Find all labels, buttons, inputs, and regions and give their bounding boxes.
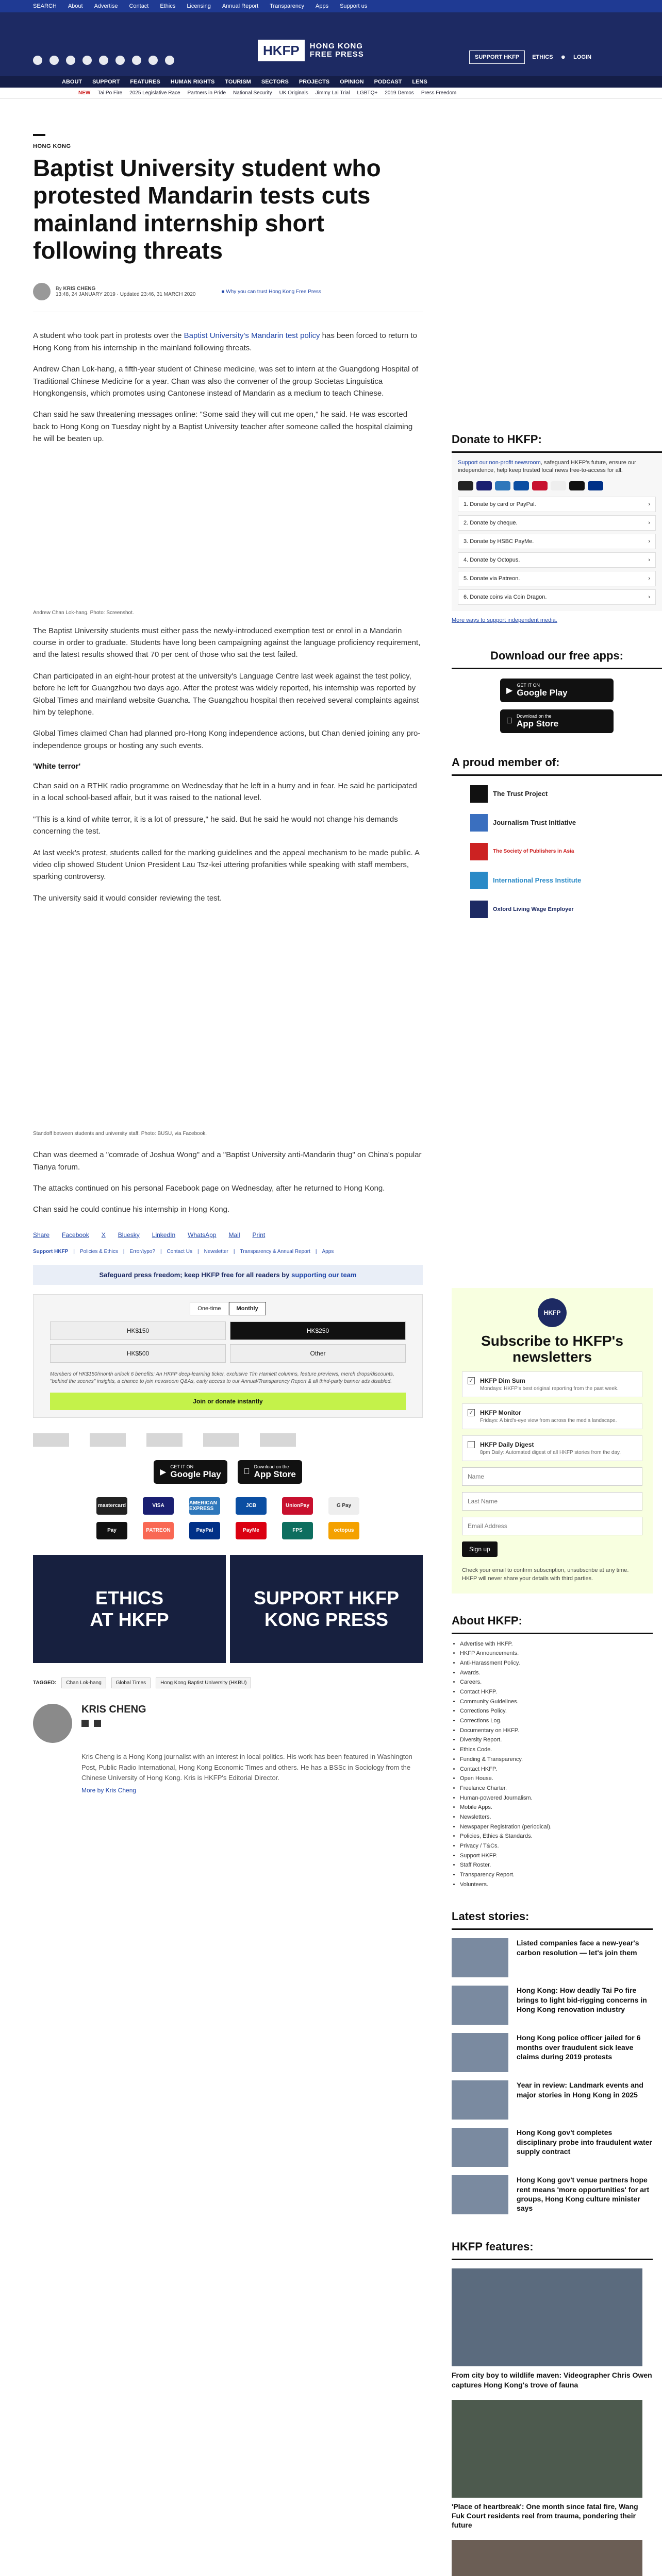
about-link[interactable]: • Documentary on HKFP. xyxy=(460,1726,644,1736)
contact-link[interactable]: Contact Us xyxy=(167,1248,193,1255)
nl-option-desc: Mondays: HKFP's best original reporting from the past week. xyxy=(480,1385,619,1392)
trending-item[interactable]: 2019 Demos xyxy=(385,90,414,96)
nav-item[interactable]: OPINION xyxy=(340,79,364,85)
latest-story[interactable] xyxy=(452,2033,653,2072)
nav-item[interactable]: SUPPORT xyxy=(92,79,120,85)
article-dates: 13:48, 24 JANUARY 2019 · Updated 23:46, 31 MARCH 2020 xyxy=(56,292,196,298)
about-link[interactable]: • Privacy / T&Cs. xyxy=(460,1841,644,1851)
tag-chip[interactable]: Chan Lok-hang xyxy=(61,1677,106,1688)
donate-option-label: 3. Donate by HSBC PayMe. xyxy=(464,538,534,545)
utility-link[interactable]: Support us xyxy=(340,3,368,9)
nav-item[interactable]: TOURISM xyxy=(225,79,251,85)
trending-item[interactable]: LGBTQ+ xyxy=(357,90,378,96)
promo-banners xyxy=(33,1555,423,1663)
latest-story[interactable] xyxy=(452,1986,653,2025)
about-link[interactable]: • Contact HKFP. xyxy=(460,1687,644,1697)
email-field[interactable]: Email Address xyxy=(462,1517,642,1535)
apple-icon xyxy=(506,717,512,726)
utility-link[interactable]: SEARCH xyxy=(33,3,57,9)
unionpay-icon: UnionPay xyxy=(282,1497,313,1515)
member-name: Oxford Living Wage Employer xyxy=(493,906,574,912)
nav-item[interactable]: ABOUT xyxy=(62,79,82,85)
nl-option-name: HKFP Dim Sum xyxy=(480,1377,525,1384)
utility-link[interactable]: Contact xyxy=(129,3,149,9)
feature-image xyxy=(452,2268,642,2366)
share-x-button[interactable]: X xyxy=(101,1231,106,1239)
newsletter-title: Subscribe to HKFP's newsletters xyxy=(481,1333,623,1365)
google-play-button[interactable] xyxy=(500,679,614,702)
tags-label: TAGGED: xyxy=(33,1680,57,1686)
story-thumbnail xyxy=(452,2080,508,2120)
donate-lead-text: , safeguard HKFP's future, ensure our independence, help keep trusted local news free-to-access for all. xyxy=(458,460,636,474)
monthly-tab[interactable]: Monthly xyxy=(229,1302,266,1315)
member-benefits-text: Members of HK$150/month unlock 6 benefits: An HKFP deep-learning ticker, exclusive Tim Hamlett columns, feature previews, merch drops/discounts, "behind the scenes" insights, a chance to join newsroom Q&As, early access to our Annual/Transparency Report & all third-party banner ads disabled. xyxy=(50,1371,394,1384)
subheading: 'White terror' xyxy=(33,762,81,771)
paragraph: "This is a kind of white terror, it is a lot of pressure," he said. But he said he would not change his demands concerning the test. xyxy=(33,815,398,836)
main-nav xyxy=(0,76,662,88)
newsletter-option[interactable] xyxy=(462,1371,642,1397)
features-title: HKFP features: xyxy=(452,2235,653,2260)
chevron-right-icon: › xyxy=(648,501,650,507)
chevron-right-icon: › xyxy=(648,538,650,545)
member-name: The Society of Publishers in Asia xyxy=(493,849,574,855)
apple-pay-icon: Pay xyxy=(96,1522,127,1539)
author-bio: Kris Cheng is a Hong Kong journalist with an interest in local politics. His work has been featured in Washington Post, Public Radio International, Hong Kong Economic Times and others. He has a BSSc in Sociology from the Chinese University of Hong Kong. Kris is HKFP's Editorial Director. xyxy=(81,1752,412,1782)
member-logo[interactable] xyxy=(470,843,643,860)
feature-story[interactable] xyxy=(452,2540,653,2576)
share-bar xyxy=(33,1231,423,1239)
google-pay-icon xyxy=(551,481,566,490)
nav-item[interactable]: HUMAN RIGHTS xyxy=(170,79,215,85)
apps-title: Download our free apps: xyxy=(452,644,662,669)
feature-title: From city boy to wildlife maven: Videographer Chris Owen captures Hong Kong's trove of fauna xyxy=(452,2371,652,2389)
jcb-icon xyxy=(514,481,529,490)
unionpay-icon xyxy=(532,481,548,490)
author-avatar xyxy=(33,283,51,300)
share-linkedin-button[interactable]: LinkedIn xyxy=(152,1231,176,1239)
author-link[interactable]: KRIS CHENG xyxy=(63,286,96,292)
about-link[interactable]: • Human-powered Journalism. xyxy=(460,1793,644,1803)
safeguard-text: Safeguard press freedom; keep HKFP free for all readers by xyxy=(99,1270,292,1279)
support-banner[interactable]: SUPPORT HKFP KONG PRESS xyxy=(230,1555,423,1663)
ethics-link[interactable]: ETHICS xyxy=(532,54,553,60)
google-small: GET IT ON xyxy=(170,1464,194,1469)
tags-row xyxy=(33,1677,423,1688)
utility-link[interactable]: Ethics xyxy=(160,3,176,9)
paypal-icon xyxy=(588,481,603,490)
apple-pay-icon xyxy=(569,481,585,490)
latest-story[interactable] xyxy=(452,2128,653,2167)
sopa-icon xyxy=(470,843,488,860)
member-name: The Trust Project xyxy=(493,790,548,798)
tag-chip[interactable]: Hong Kong Baptist University (HKBU) xyxy=(156,1677,251,1688)
about-link[interactable]: • Transparency Report. xyxy=(460,1870,644,1880)
site-logo[interactable] xyxy=(258,34,394,67)
checkbox[interactable] xyxy=(468,1441,475,1448)
donate-option-label: 1. Donate by card or PayPal. xyxy=(464,501,536,507)
member-logo[interactable] xyxy=(470,785,643,803)
story-title: Listed companies face a new-year's carbon resolution — let's join them xyxy=(517,1939,639,1957)
image-caption: Andrew Chan Lok-hang. Photo: Screenshot. xyxy=(33,609,134,616)
utility-link[interactable]: About xyxy=(68,3,83,9)
author-social xyxy=(81,1720,423,1727)
about-link[interactable]: • Support HKFP. xyxy=(460,1851,644,1861)
share-label: Share xyxy=(33,1231,50,1239)
chevron-right-icon: › xyxy=(648,594,650,600)
jcb-icon: JCB xyxy=(236,1497,267,1515)
story-thumbnail xyxy=(452,2128,508,2167)
article xyxy=(33,134,423,1795)
article-image-1 xyxy=(33,455,423,610)
author-name[interactable]: KRIS CHENG xyxy=(81,1703,146,1715)
living-wage-logo xyxy=(260,1433,296,1447)
about-link[interactable]: • Community Guidelines. xyxy=(460,1697,644,1707)
donate-option[interactable] xyxy=(458,589,656,605)
feature-image xyxy=(452,2540,642,2576)
donate-lead xyxy=(458,459,656,475)
google-small: GET IT ON xyxy=(517,682,540,688)
join-donate-button[interactable]: Join or donate instantly xyxy=(50,1393,406,1410)
paragraph: Global Times claimed Chan had planned pro-Hong Kong independence actions, but Chan denied joining any pro-independence groups or hosting any such events. xyxy=(33,729,421,750)
paragraph: Chan said he saw threatening messages online: "Some said they will cut me open," he said. He was escorted back to Hong Kong on Tuesday night by a Baptist University teacher after someone called the hospital claiming he will be beaten up. xyxy=(33,410,413,444)
video-embed[interactable] xyxy=(33,914,423,1131)
image-caption: Standoff between students and university staff. Photo: BUSU, via Facebook. xyxy=(33,1131,207,1137)
amount-option-selected[interactable]: HK$250 xyxy=(230,1321,406,1340)
utility-link[interactable]: Annual Report xyxy=(222,3,259,9)
print-button[interactable]: Print xyxy=(252,1231,266,1239)
about-link[interactable]: • Diversity Report. xyxy=(460,1735,644,1745)
newsletter-option[interactable] xyxy=(462,1435,642,1461)
newsletter-note: Check your email to confirm subscription, unsubscribe at any time. HKFP will never share your details with third parties. xyxy=(462,1567,629,1582)
sidebar-donate xyxy=(452,428,662,927)
donate-title: Donate to HKFP: xyxy=(452,428,662,453)
app-store-buttons xyxy=(33,1460,423,1484)
paragraph: Chan was deemed a "comrade of Joshua Wong" and a "Baptist University anti-Mandarin thug" on China's popular Tianya forum. xyxy=(33,1150,422,1172)
amount-grid xyxy=(34,1315,422,1369)
amex-icon xyxy=(495,481,510,490)
mastercard-icon: mastercard xyxy=(96,1497,127,1515)
app-store-button[interactable] xyxy=(238,1460,302,1484)
author-photo xyxy=(33,1704,72,1743)
paragraph: The university said it would consider reviewing the test. xyxy=(33,893,222,903)
paragraph: The attacks continued on his personal Facebook page on Wednesday, after he returned to Hong Kong. xyxy=(33,1183,385,1193)
about-link[interactable]: • Advertise with HKFP. xyxy=(460,1639,644,1649)
about-link[interactable]: • Policies, Ethics & Standards. xyxy=(460,1832,644,1841)
checkbox-checked[interactable]: ✓ xyxy=(468,1377,475,1384)
apple-small: Download on the xyxy=(251,1464,286,1469)
donate-pay-icons xyxy=(458,481,656,490)
article-kicker[interactable]: HONG KONG xyxy=(33,143,71,149)
nl-option-desc: 8pm Daily: Automated digest of all HKFP stories from the day. xyxy=(480,1449,621,1455)
chevron-right-icon: › xyxy=(648,556,650,563)
login-link[interactable]: LOGIN xyxy=(573,54,591,60)
member-title: A proud member of: xyxy=(452,751,662,776)
kicker-rule xyxy=(33,134,45,136)
nav-item[interactable]: SECTORS xyxy=(261,79,289,85)
facebook-icon[interactable] xyxy=(33,56,42,65)
member-logos xyxy=(452,776,662,927)
nl-option-name: HKFP Monitor xyxy=(480,1409,521,1416)
logo-line-1: HONG KONG xyxy=(309,41,363,50)
paragraph: Chan said on a RTHK radio programme on Wednesday that he left in a hurry and in fear. He said he participated in a local school-based affair, but it was raised to the national level. xyxy=(33,782,417,803)
hkfp-logo-icon: HKFP xyxy=(538,1298,567,1327)
about-title: About HKFP: xyxy=(452,1609,653,1634)
support-link[interactable]: Support HKFP xyxy=(33,1248,69,1255)
trust-link-label: Why you can trust Hong Kong Free Press xyxy=(226,289,321,295)
newsletter-box xyxy=(452,1288,653,1594)
about-list xyxy=(452,1634,653,1895)
about-link[interactable]: • Newsletters. xyxy=(460,1812,644,1822)
utility-link[interactable]: Transparency xyxy=(270,3,304,9)
donate-option[interactable] xyxy=(458,515,656,531)
paragraph: Chan said he could continue his internship in Hong Kong. xyxy=(33,1205,230,1214)
member-logo[interactable] xyxy=(470,901,643,918)
trending-item[interactable]: 2025 Legislative Race xyxy=(129,90,180,96)
ipi-icon xyxy=(470,872,488,889)
story-title: Year in review: Landmark events and major stories in Hong Kong in 2025 xyxy=(517,2081,643,2099)
chevron-right-icon: › xyxy=(648,519,650,526)
mastercard-icon xyxy=(458,481,473,490)
story-thumbnail xyxy=(452,1938,508,1977)
jti-icon xyxy=(470,814,488,832)
latest-story[interactable] xyxy=(452,1938,653,1977)
about-link[interactable]: • Corrections Log. xyxy=(460,1716,644,1726)
whatsapp-icon[interactable] xyxy=(165,56,174,65)
about-link[interactable]: • Corrections Policy. xyxy=(460,1706,644,1716)
google-play-icon: ▶ xyxy=(160,1467,167,1477)
living-wage-icon xyxy=(470,901,488,918)
trending-item[interactable]: Partners in Pride xyxy=(187,90,226,96)
story-thumbnail xyxy=(452,2175,508,2214)
trust-link[interactable]: ■ Why you can trust Hong Kong Free Press xyxy=(221,289,321,295)
trending-item[interactable]: Jimmy Lai Trial xyxy=(315,90,350,96)
p1-text: A student who took part in protests over the xyxy=(33,331,184,341)
visa-icon: VISA xyxy=(143,1497,174,1515)
footer-links: Support HKFP | Policies & Ethics | Error/typo? | Contact Us | Newsletter | Transparency & Annual Report | Apps xyxy=(33,1248,334,1255)
about-link[interactable]: • Ethics Code. xyxy=(460,1745,644,1755)
latest-title: Latest stories: xyxy=(452,1905,653,1930)
story-title: Hong Kong police officer jailed for 6 months over fraudulent sick leave claims during 2019 protests xyxy=(517,2033,641,2061)
supporting-team-link[interactable]: supporting our team xyxy=(291,1270,357,1279)
trending-item[interactable]: UK Originals xyxy=(279,90,308,96)
chevron-right-icon: › xyxy=(648,575,650,582)
paragraph: At last week's protest, students called for the marking guidelines and the appeal mechanism to be made public. A video clip showed Student Union President Lau Tsz-kei uttering profanities while speaking with staff members, sparking controversy. xyxy=(33,848,420,882)
transparency-link[interactable]: Transparency & Annual Report xyxy=(240,1248,310,1255)
member-name: Journalism Trust Initiative xyxy=(493,819,576,827)
about-link[interactable]: • Open House. xyxy=(460,1774,644,1784)
newsletter-option[interactable] xyxy=(462,1403,642,1429)
donate-option[interactable] xyxy=(458,497,656,512)
apple-icon xyxy=(244,1467,250,1477)
author-box xyxy=(33,1704,423,1795)
member-logo-strip xyxy=(33,1433,423,1447)
google-big: Google Play xyxy=(170,1469,221,1479)
user-icon[interactable]: ☻ xyxy=(560,54,567,60)
tag-chip[interactable]: Global Times xyxy=(111,1677,151,1688)
amount-option[interactable]: HK$150 xyxy=(50,1321,226,1340)
apps-link[interactable]: Apps xyxy=(322,1248,334,1255)
utility-bar xyxy=(0,0,662,12)
x-icon[interactable] xyxy=(81,1720,89,1727)
patreon-icon: PATREON xyxy=(143,1522,174,1539)
donate-card xyxy=(452,453,662,611)
x-icon[interactable] xyxy=(49,56,59,65)
about-link[interactable]: • Newspaper Registration (periodical). xyxy=(460,1822,644,1832)
donate-option-label: 2. Donate by cheque. xyxy=(464,519,518,526)
amex-icon: AMERICAN EXPRESS xyxy=(189,1497,220,1515)
sopa-logo xyxy=(146,1433,183,1447)
share-whatsapp-button[interactable]: WhatsApp xyxy=(188,1231,217,1239)
one-time-tab[interactable]: One-time xyxy=(190,1302,228,1315)
donate-option[interactable] xyxy=(458,534,656,549)
byline xyxy=(33,283,423,300)
payment-methods xyxy=(33,1497,423,1539)
apple-small: Download on the xyxy=(510,713,545,719)
paypal-icon: PayPal xyxy=(189,1522,220,1539)
nav-item[interactable]: PODCAST xyxy=(374,79,402,85)
utility-link[interactable]: Advertise xyxy=(94,3,118,9)
amount-option-other[interactable]: Other xyxy=(230,1344,406,1363)
byline-prefix: By xyxy=(56,286,62,292)
donate-widget xyxy=(33,1294,423,1418)
member-name: International Press Institute xyxy=(493,876,582,885)
google-big: Google Play xyxy=(517,687,568,698)
feature-image xyxy=(452,2400,642,2498)
paragraph: Chan participated in an eight-hour protest at the university's Language Centre last week against the test policy, before he left for Guangzhou two days ago. After the protest was widely reported, his internship was reported by Global Times and mainland website Guancha. The Guangzhou hospital then received several complaints against him by telephone. xyxy=(33,671,419,717)
instagram-icon[interactable] xyxy=(66,56,75,65)
nl-option-name: HKFP Daily Digest xyxy=(480,1440,534,1448)
story-title: Hong Kong gov't venue partners hope rent means 'more opportunities' for art groups, Hong Kong culture minister says xyxy=(517,2176,650,2213)
about-link[interactable]: • Awards. xyxy=(460,1668,644,1678)
about-link[interactable]: • HKFP Announcements. xyxy=(460,1649,644,1658)
about-link[interactable]: • Anti-Harassment Policy. xyxy=(460,1658,644,1668)
bluesky-icon[interactable] xyxy=(115,56,125,65)
utility-link[interactable]: Apps xyxy=(316,3,329,9)
about-link[interactable]: • Careers. xyxy=(460,1677,644,1687)
feature-story[interactable] xyxy=(452,2400,653,2530)
newsletter-link[interactable]: Newsletter xyxy=(204,1248,228,1255)
story-thumbnail xyxy=(452,1986,508,2025)
octopus-icon: octopus xyxy=(328,1522,359,1539)
nav-item[interactable]: FEATURES xyxy=(130,79,160,85)
nonprofit-link[interactable]: Support our non-profit newsroom xyxy=(458,460,541,466)
nav-item[interactable]: PROJECTS xyxy=(299,79,330,85)
paragraph: The Baptist University students must either pass the newly-introduced exemption test or enrol in a Mandarin course in order to graduate. Students have long been campaigning against the language proficiency requirement, and the latest results showed that 70 per cent of those who sat the test failed. xyxy=(33,626,421,659)
sidebar-newsletter xyxy=(452,1288,653,2576)
about-link[interactable]: • Funding & Transparency. xyxy=(460,1755,644,1765)
linkedin-icon[interactable] xyxy=(132,56,141,65)
more-by-author-link[interactable]: More by Kris Cheng xyxy=(81,1787,137,1794)
share-mail-button[interactable]: Mail xyxy=(228,1231,240,1239)
p1-text-end: has been forced to return to Hong Kong from his internship in the mainland following threats. xyxy=(33,331,417,352)
trending-nav xyxy=(0,88,662,99)
youtube-icon[interactable] xyxy=(82,56,92,65)
error-link[interactable]: Error/typo? xyxy=(129,1248,155,1255)
new-label: NEW xyxy=(78,90,91,96)
latest-story[interactable] xyxy=(452,2080,653,2120)
logo-mark: HKFP xyxy=(258,40,305,61)
amount-option[interactable]: HK$500 xyxy=(50,1344,226,1363)
trust-project-icon xyxy=(470,785,488,803)
ipi-logo xyxy=(203,1433,239,1447)
checkbox-checked[interactable]: ✓ xyxy=(468,1409,475,1416)
visa-icon xyxy=(476,481,492,490)
paragraph: Andrew Chan Lok-hang, a fifth-year student of Chinese medicine, was set to intern at the Guangdong Hospital of Traditional Chinese Medicine for a year. Chan was also the convener of the group Societas Linguistica Hongkongensis, which promotes using Cantonese instead of Mandarin as a medium to teach Chinese. xyxy=(33,365,419,398)
mandarin-policy-link[interactable]: Baptist University's Mandarin test policy xyxy=(184,331,320,341)
about-link[interactable]: • Staff Roster. xyxy=(460,1860,644,1870)
story-title: Hong Kong: How deadly Tai Po fire brings to light bid-rigging concerns in Hong Kong renovation industry xyxy=(517,1986,647,2013)
donate-option-label: 5. Donate via Patreon. xyxy=(464,575,520,582)
frequency-toggle xyxy=(34,1302,422,1315)
about-link[interactable]: • Contact HKFP. xyxy=(460,1765,644,1774)
social-icons xyxy=(33,56,174,65)
name-field[interactable]: Name xyxy=(462,1467,642,1486)
apple-big: App Store xyxy=(251,1469,293,1479)
support-hkfp-button[interactable]: SUPPORT HKFP xyxy=(469,50,525,64)
trust-project-logo xyxy=(33,1433,69,1447)
trending-item[interactable]: National Security xyxy=(233,90,272,96)
nav-item[interactable]: LENS xyxy=(412,79,427,85)
app-store-button[interactable] xyxy=(500,709,614,733)
donate-option-label: 4. Donate by Octopus. xyxy=(464,556,520,563)
site-header xyxy=(0,12,662,76)
member-logo[interactable] xyxy=(470,814,643,832)
telegram-icon[interactable] xyxy=(148,56,158,65)
jti-logo xyxy=(90,1433,126,1447)
paragraph xyxy=(33,330,423,354)
google-pay-icon: G Pay xyxy=(328,1497,359,1515)
latest-story[interactable] xyxy=(452,2175,653,2214)
share-facebook-button[interactable]: Facebook xyxy=(62,1231,89,1239)
apple-big: App Store xyxy=(510,718,553,728)
threads-icon[interactable] xyxy=(99,56,108,65)
donate-option-label: 6. Donate coins via Coin Dragon. xyxy=(464,594,547,600)
article-title: Baptist University student who protested Mandarin tests cuts mainland internship short following threats xyxy=(33,155,381,264)
trending-item[interactable]: Tai Po Fire xyxy=(97,90,123,96)
member-logo[interactable] xyxy=(470,872,643,889)
feature-title: 'Place of heartbreak': One month since fatal fire, Wang Fuk Court residents reel from trauma, pondering their future xyxy=(452,2502,638,2530)
ethics-banner[interactable]: ETHICS AT HKFP xyxy=(33,1555,226,1663)
feature-story[interactable] xyxy=(452,2268,653,2389)
sidebar-app-buttons xyxy=(452,679,662,733)
payme-icon: PayMe xyxy=(236,1522,267,1539)
more-ways-link[interactable]: More ways to support independent media. xyxy=(452,617,557,623)
safeguard-banner xyxy=(33,1265,423,1285)
email-icon[interactable] xyxy=(94,1720,101,1727)
nl-option-desc: Fridays: A bird's-eye view from across the media landscape. xyxy=(480,1417,617,1423)
donate-option[interactable] xyxy=(458,552,656,568)
utility-link[interactable]: Licensing xyxy=(187,3,211,9)
signup-button[interactable]: Sign up xyxy=(462,1541,498,1557)
share-bluesky-button[interactable]: Bluesky xyxy=(118,1231,140,1239)
logo-line-2: FREE PRESS xyxy=(309,50,364,59)
trending-item[interactable]: Press Freedom xyxy=(421,90,457,96)
fps-icon: FPS xyxy=(282,1522,313,1539)
last-name-field[interactable]: Last Name xyxy=(462,1492,642,1511)
story-thumbnail xyxy=(452,2033,508,2072)
story-title: Hong Kong gov't completes disciplinary probe into fraudulent water supply contract xyxy=(517,2128,652,2156)
about-link[interactable]: • Mobile Apps. xyxy=(460,1803,644,1812)
about-link[interactable]: • Freelance Charter. xyxy=(460,1784,644,1793)
google-play-button[interactable] xyxy=(154,1460,227,1484)
about-link[interactable]: • Volunteers. xyxy=(460,1880,644,1890)
policies-link[interactable]: Policies & Ethics xyxy=(79,1248,118,1255)
google-play-icon: ▶ xyxy=(506,686,513,695)
donate-option[interactable] xyxy=(458,571,656,586)
